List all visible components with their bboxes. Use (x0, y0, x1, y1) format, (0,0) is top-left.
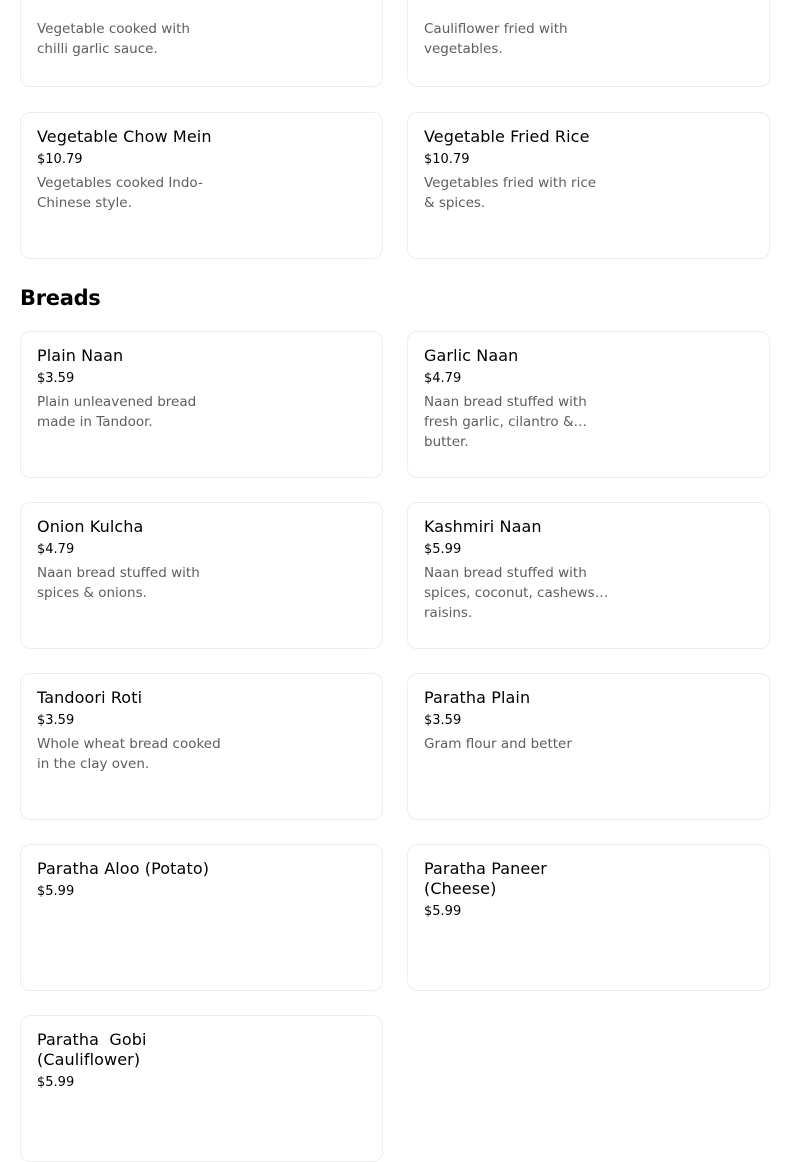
menu-item-card[interactable] (20, 673, 383, 820)
menu-item-name: Vegetable Chow Mein (37, 127, 212, 146)
menu-item-name: Vegetable Fried Rice (424, 127, 590, 146)
menu-item-card[interactable] (407, 331, 770, 478)
menu-item-price: $3.59 (37, 371, 75, 386)
menu-item-price: $4.79 (37, 542, 75, 557)
menu-item-description: Cauliflower fried with vegetables. (424, 21, 568, 57)
menu-item-card[interactable] (407, 673, 770, 820)
menu-item-name: Kashmiri Naan (424, 517, 542, 536)
menu-item-price: $10.79 (37, 152, 83, 167)
menu-item-body (37, 1030, 167, 1092)
menu-item-price: $3.59 (424, 713, 462, 728)
menu-item-price: $3.59 (37, 713, 75, 728)
menu-item-card[interactable] (20, 844, 383, 991)
menu-item-name: Garlic Naan (424, 346, 519, 365)
menu-item-body (37, 859, 237, 901)
menu-item-description: Naan bread stuffed with spices & onions. (37, 565, 200, 601)
menu-item-body (37, 517, 237, 603)
menu-item-card[interactable] (20, 112, 383, 259)
menu-item-card[interactable] (20, 0, 383, 87)
menu-item-name: Onion Kulcha (37, 517, 144, 536)
menu-item-body (37, 346, 237, 432)
menu-item-card[interactable] (407, 0, 770, 87)
menu-item-body (424, 688, 624, 754)
menu-item-card[interactable] (20, 1015, 383, 1162)
menu-item-price: $10.79 (424, 152, 470, 167)
menu-item-description: Plain unleavened bread made in Tandoor. (37, 394, 197, 430)
menu-item-body (424, 859, 574, 921)
menu-item-name: Tandoori Roti (37, 688, 143, 707)
menu-item-card[interactable] (407, 844, 770, 991)
menu-item-name: Paratha Paneer (Cheese) (424, 859, 547, 898)
menu-item-body (424, 127, 624, 213)
menu-item-body (424, 346, 624, 450)
menu-item-card[interactable] (20, 331, 383, 478)
menu-item-description: Whole wheat bread cooked in the clay oven. (37, 736, 221, 772)
menu-item-body (37, 15, 237, 59)
menu-item-description: Gram flour and better (424, 736, 572, 752)
menu-item-body (424, 517, 624, 621)
menu-item-description: Naan bread stuffed with fresh garlic, cilantro & butter. (424, 394, 587, 450)
menu-item-price: $4.79 (424, 371, 462, 386)
menu-item-body (37, 688, 237, 774)
menu-item-price: $5.99 (37, 884, 75, 899)
menu-item-description: Naan bread stuffed with spices, coconut, cashews, raisins. (424, 565, 600, 621)
section-title-breads: Breads (20, 286, 101, 310)
menu-item-name: Paratha Gobi (Cauliflower) (37, 1030, 152, 1069)
menu-item-price: $5.99 (37, 1075, 75, 1090)
menu-item-name: Plain Naan (37, 346, 124, 365)
menu-item-card[interactable] (407, 502, 770, 649)
menu-item-card[interactable] (20, 502, 383, 649)
menu-item-name: Paratha Plain (424, 688, 531, 707)
menu-item-price: $5.99 (424, 542, 462, 557)
menu-item-description: Vegetables fried with rice & spices. (424, 175, 597, 211)
menu-item-description: Vegetable cooked with chilli garlic sauce. (37, 21, 190, 57)
menu-item-name: Paratha Aloo (Potato) (37, 859, 210, 878)
menu-item-description: Vegetables cooked Indo-Chinese style. (37, 175, 203, 211)
menu-item-body (424, 15, 624, 59)
menu-item-card[interactable] (407, 112, 770, 259)
menu-item-body (37, 127, 237, 213)
menu-item-price: $5.99 (424, 904, 462, 919)
